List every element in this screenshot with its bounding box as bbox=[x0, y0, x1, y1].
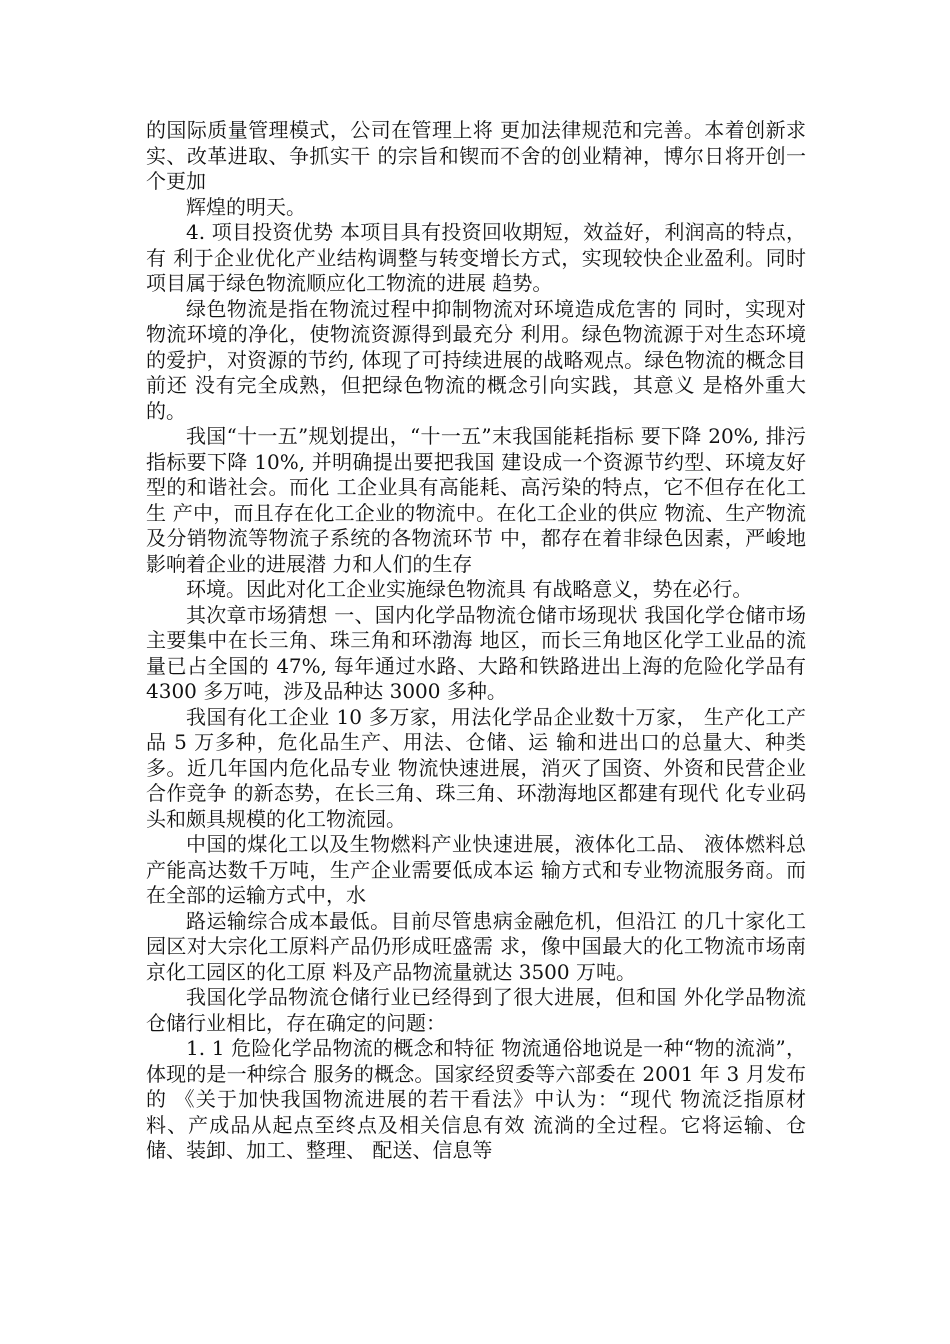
document-page bbox=[146, 118, 806, 1164]
paragraph-8: 我国有化工企业 10 多万家，用法化学品企业数十万家， 生产化工产品 5 万多种，危化品生产、用法、仓储、运 输和进出口的总量大、种类多。近几年国内危化品专业 物流快速进展，消灭了国资、外资和民营企业合作竞争 的新态势，在长三角、珠三角、环渤海地区都建有现代 化专业码头和颇具规模的化工物流园。 bbox=[146, 704, 806, 831]
paragraph-9: 中国的煤化工以及生物燃料产业快速进展，液体化工品、 液体燃料总产能高达数千万吨，生产企业需要低成本运 输方式和专业物流服务商。而在全部的运输方式中，水 bbox=[146, 832, 806, 907]
paragraph-3: 4. 项目投资优势 本项目具有投资回收期短，效益好，利润高的特点，有 利于企业优化产业结构调整与转变增长方式，实现较快企业盈利。同时项目属于绿色物流顺应化工物流的进展 趋势。 bbox=[146, 220, 806, 295]
paragraph-2: 辉煌的明天。 bbox=[186, 194, 306, 219]
paragraph-12: 1. 1 危险化学品物流的概念和特征 物流通俗地说是一种“物的流淌”，体现的是一种综合 服务的概念。国家经贸委等六部委在 2001 年 3 月发布的 《关于加快我国物流进展的若干看法》中认为：“现代 物流泛指原材料、产成品从起点至终点及相关信息有效 流淌的全过程。它将运输、仓储、装卸、加工、整理、 配送、信息等 bbox=[146, 1036, 806, 1162]
paragraph-7: 其次章市场猜想 一、国内化学品物流仓储市场现状 我国化学仓储市场主要集中在长三角、珠三角和环渤海 地区，而长三角地区化学工业品的流量已占全国的 47%, 每年通过水路、大路和铁路进出上海的危险化学品有 4300 多万吨，涉及品种达 3000 多种。 bbox=[146, 602, 806, 703]
paragraph-11: 我国化学品物流仓储行业已经得到了很大进展，但和国 外化学品物流仓储行业相比，存在确定的问题： bbox=[146, 985, 806, 1035]
paragraph-10: 路运输综合成本最低。目前尽管患病金融危机，但沿江 的几十家化工园区对大宗化工原料产品仍形成旺盛需 求，像中国最大的化工物流市场南京化工园区的化工原 料及产品物流量就达 3500 万吨。 bbox=[146, 908, 806, 984]
paragraph-5: 我国“十一五”规划提出，“十一五”末我国能耗指标 要下降 20%, 排污指标要下降 10%, 并明确提出要把我国 建设成一个资源节约型、环境友好型的和谐社会。而化 工企业具有高能耗、高污染的特点，它不但存在化工生 产中，而且存在化工企业的物流中。在化工企业的供应 物流、生产物流及分销物流等物流子系统的各物流环节 中，都存在着非绿色因素，严峻地影响着企业的进展潜 力和人们的生存 bbox=[146, 424, 806, 576]
paragraph-4: 绿色物流是指在物流过程中抑制物流对环境造成危害的 同时，实现对物流环境的净化，使物流资源得到最充分 利用。绿色物流源于对生态环境的爱护，对资源的节约, 体现了可持续进展的战略观点。绿色物流的概念目前还 没有完全成熟，但把绿色物流的概念引向实践，其意义 是格外重大的。 bbox=[146, 296, 806, 423]
paragraph-6: 环境。因此对化工企业实施绿色物流具 有战略意义，势在必行。 bbox=[186, 577, 753, 601]
paragraph-1: 的国际质量管理模式，公司在管理上将 更加法律规范和完善。本着创新求实、改革进取、争抓实干 的宗旨和锲而不舍的创业精神，博尔日将开创一个更加 bbox=[146, 118, 806, 193]
